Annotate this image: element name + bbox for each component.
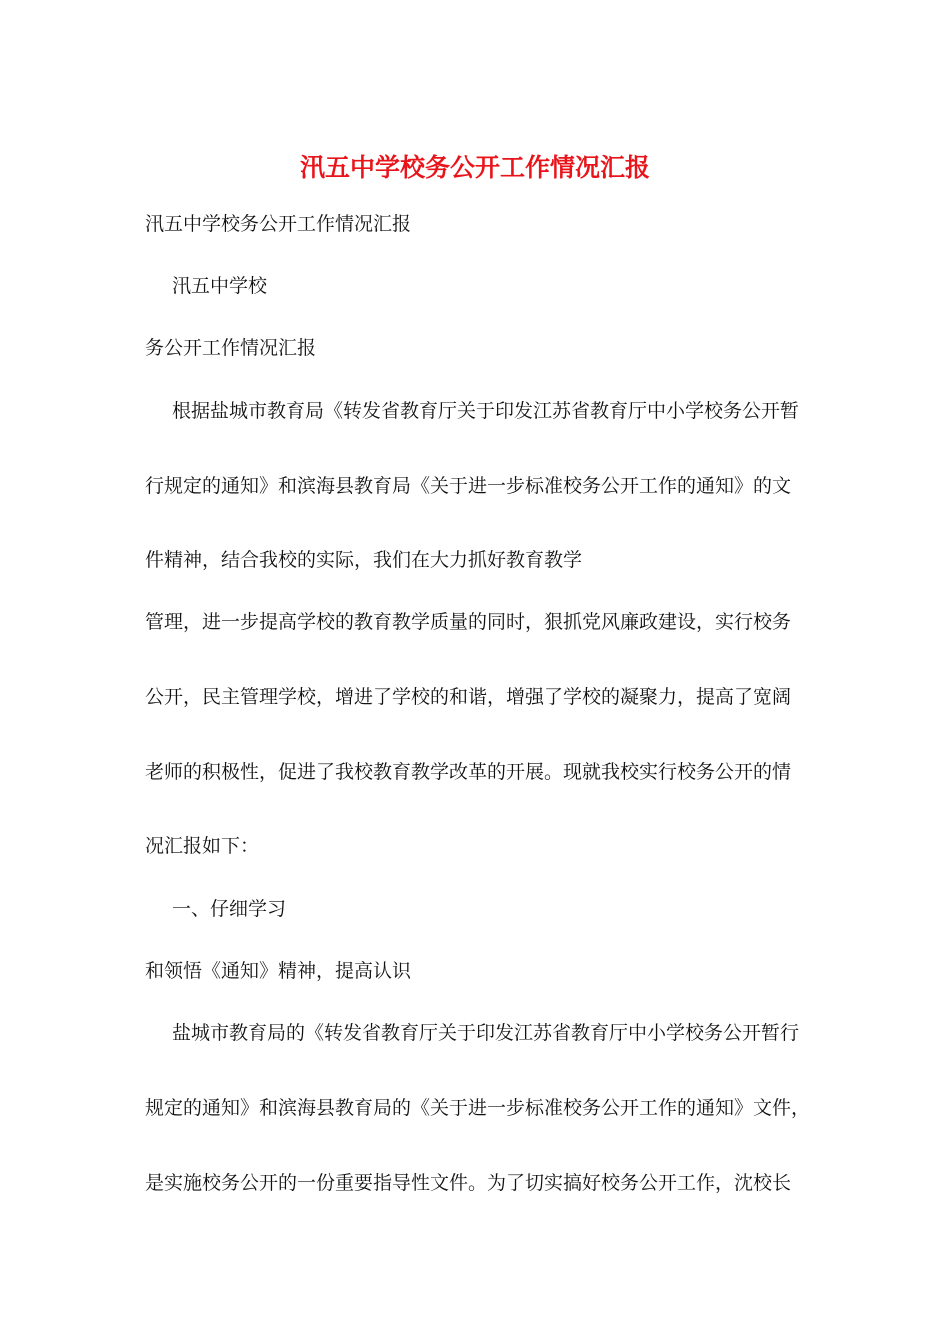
text-line: 公开，民主管理学校，增进了学校的和谐，增强了学校的凝聚力，提高了宽阔 <box>145 686 792 708</box>
text-line: 根据盐城市教育局《转发省教育厅关于印发江苏省教育厅中小学校务公开暂 <box>172 400 800 422</box>
text-line: 行规定的通知》和滨海县教育局《关于进一步标准校务公开工作的通知》的文 <box>145 475 792 497</box>
text-line: 和领悟《通知》精神，提高认识 <box>145 960 412 982</box>
text-line: 一、仔细学习 <box>172 898 287 920</box>
text-line: 汛五中学校 <box>172 275 268 297</box>
text-line: 管理，进一步提高学校的教育教学质量的同时，狠抓党风廉政建设，实行校务 <box>145 611 792 633</box>
text-line: 况汇报如下： <box>145 835 260 857</box>
document-title: 汛五中学校务公开工作情况汇报 <box>299 153 650 182</box>
text-line: 老师的积极性，促进了我校教育教学改革的开展。现就我校实行校务公开的情 <box>145 761 792 783</box>
text-line: 汛五中学校务公开工作情况汇报 <box>145 213 412 235</box>
text-line: 件精神，结合我校的实际，我们在大力抓好教育教学 <box>145 549 583 571</box>
text-line: 规定的通知》和滨海县教育局的《关于进一步标准校务公开工作的通知》文件， <box>145 1097 811 1119</box>
text-line: 是实施校务公开的一份重要指导性文件。为了切实搞好校务公开工作，沈校长 <box>145 1172 792 1194</box>
text-line: 务公开工作情况汇报 <box>145 337 317 359</box>
text-line: 盐城市教育局的《转发省教育厅关于印发江苏省教育厅中小学校务公开暂行 <box>172 1022 800 1044</box>
